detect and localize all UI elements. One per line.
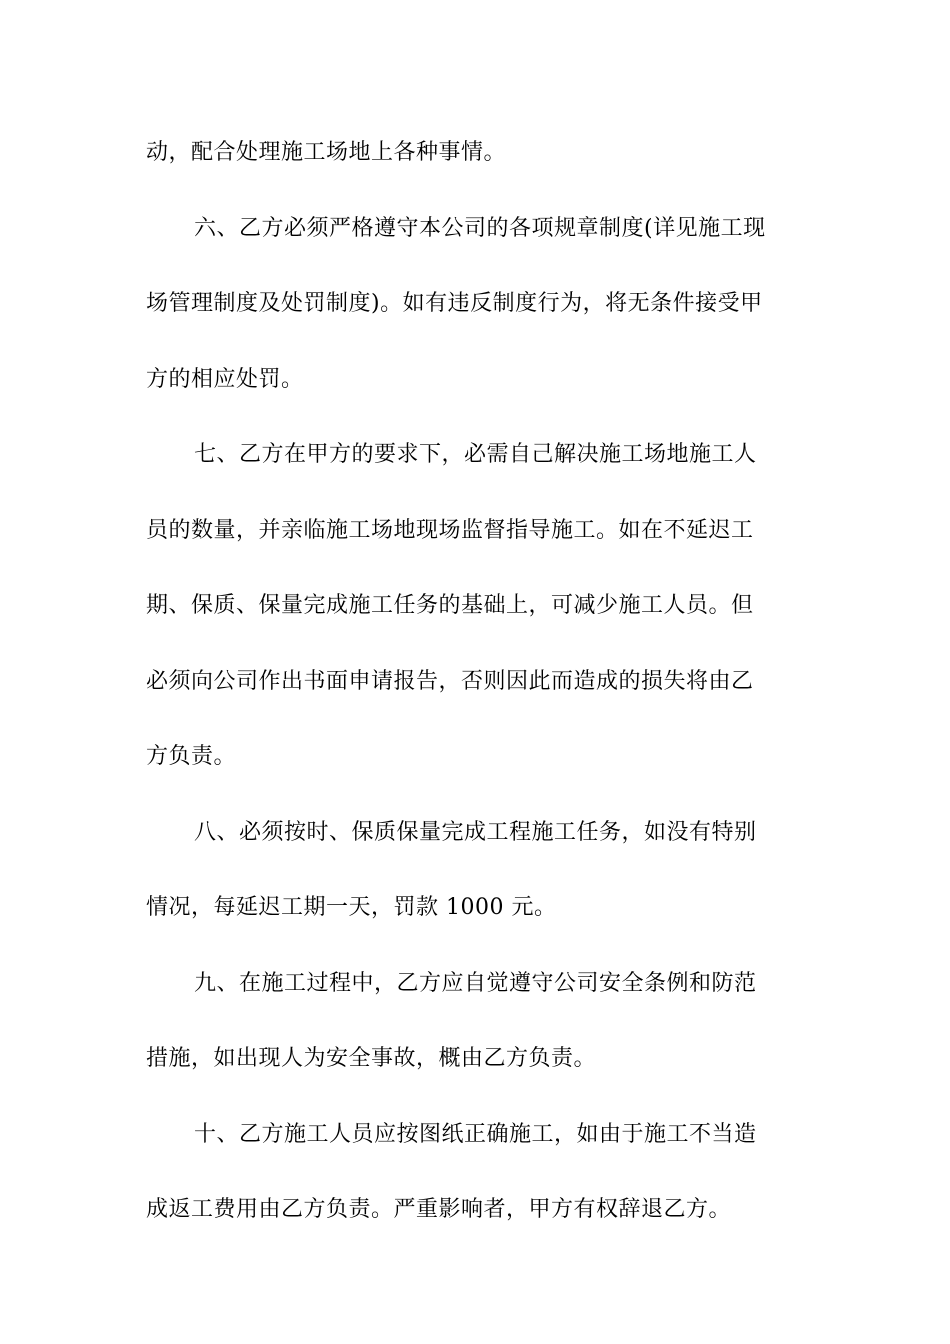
clause-7-line-3: 期、保质、保量完成施工任务的基础上，可减少施工人员。但 (146, 593, 754, 618)
clause-6-line-1: 六、乙方必须严格遵守本公司的各项规章制度(详见施工现 (194, 215, 766, 241)
clause-8-line-2: 情况，每延迟工期一天，罚款 1000 元。 (146, 895, 557, 920)
clause-10-line-1: 十、乙方施工人员应按图纸正确施工，如由于施工不当造 (194, 1121, 757, 1147)
clause-7-line-2: 员的数量，并亲临施工场地现场监督指导施工。如在不延迟工 (146, 517, 754, 543)
clause-7-line-5: 方负责。 (146, 744, 237, 769)
clause-10-line-2: 成返工费用由乙方负责。严重影响者，甲方有权辞退乙方。 (146, 1197, 732, 1222)
clause-7-line-4: 必须向公司作出书面申请报告，否则因此而造成的损失将由乙 (146, 668, 754, 694)
clause-9-line-1: 九、在施工过程中，乙方应自觉遵守公司安全条例和防范 (194, 970, 757, 996)
text-line-1: 动，配合处理施工场地上各种事情。 (146, 140, 507, 165)
clause-8-line-1: 八、必须按时、保质保量完成工程施工任务，如没有特别 (194, 819, 757, 845)
clause-6-line-2: 场管理制度及处罚制度)。如有违反制度行为，将无条件接受甲 (146, 291, 763, 316)
clause-9-line-2: 措施，如出现人为安全事故，概由乙方负责。 (146, 1046, 597, 1071)
clause-7-line-1: 七、乙方在甲方的要求下，必需自己解决施工场地施工人 (194, 442, 757, 467)
document-body (146, 127, 806, 1260)
clause-6-line-3: 方的相应处罚。 (146, 366, 304, 392)
